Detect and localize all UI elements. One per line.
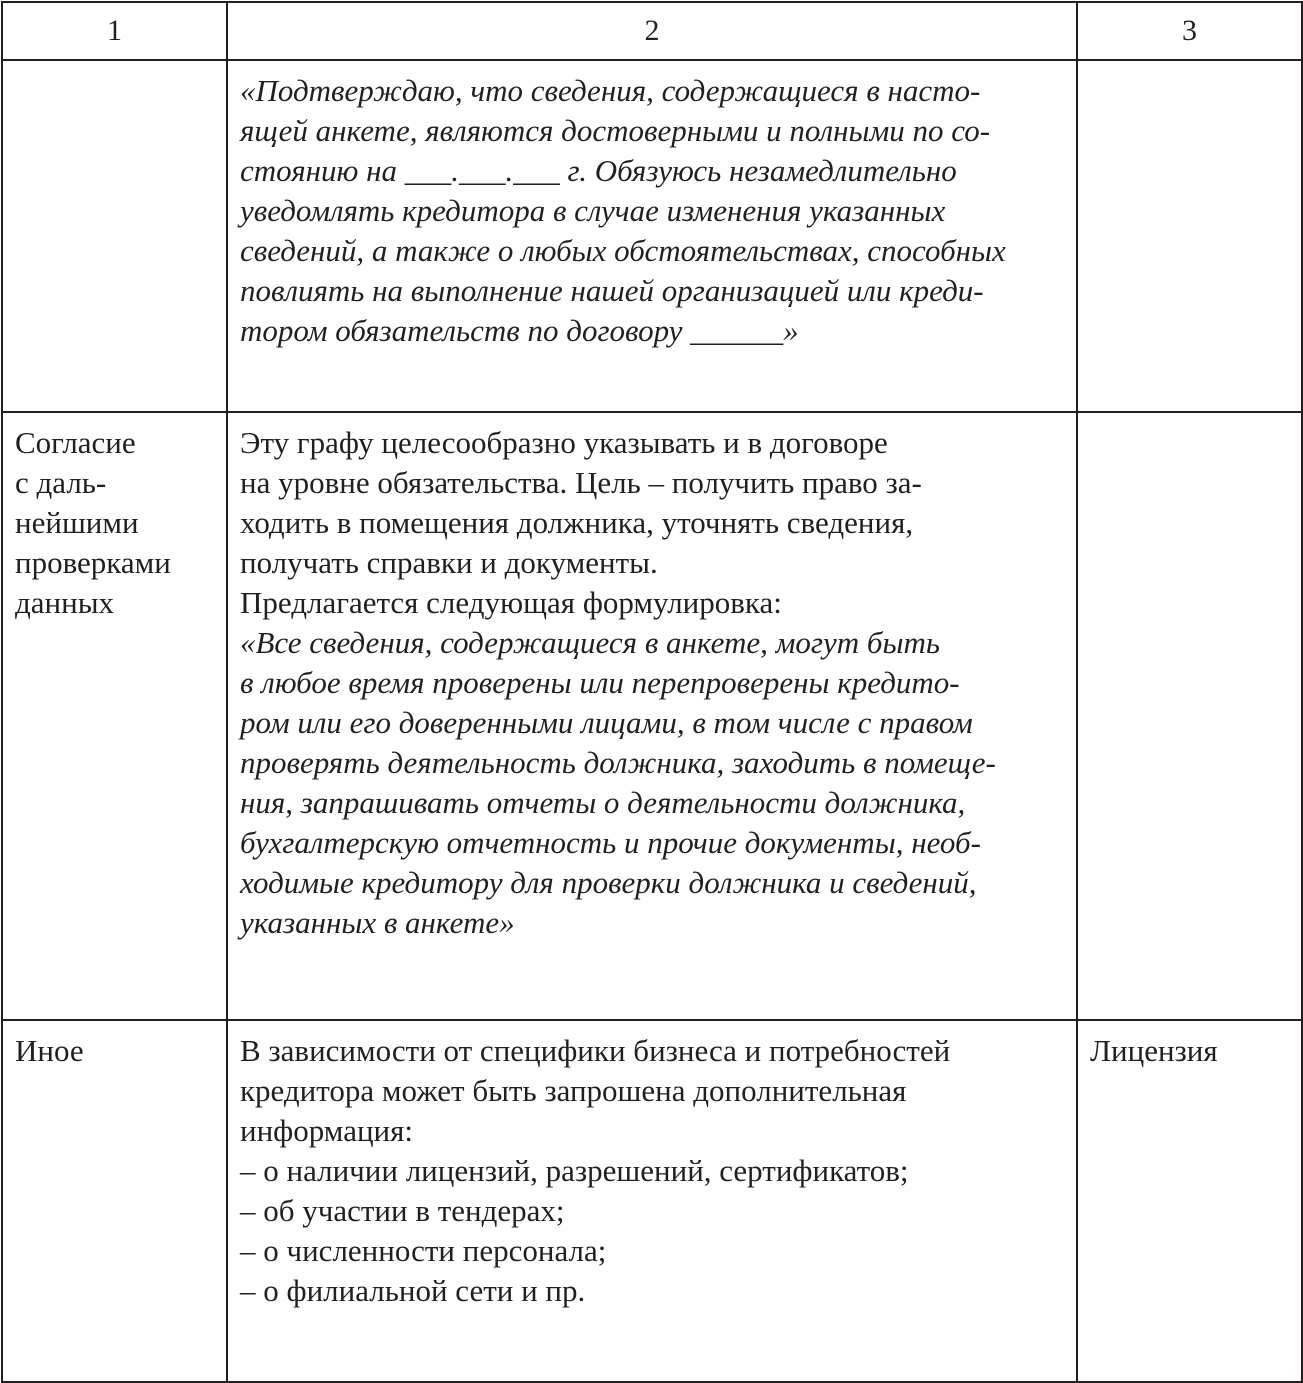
row3-col3-cell bbox=[1077, 1020, 1302, 1382]
text-line: с даль- bbox=[15, 465, 107, 500]
text-line: в любое время проверены или перепроверены кредито- bbox=[240, 665, 960, 700]
text-line: стоянию на ___.___.___ г. Обязуюсь незамедлительно bbox=[240, 153, 957, 188]
confirmation-statement bbox=[240, 71, 1066, 351]
text-line: – о наличии лицензий, разрешений, сертификатов; bbox=[240, 1153, 909, 1188]
consent-explanation bbox=[240, 423, 1066, 623]
header-col-3: 3 bbox=[1077, 2, 1302, 60]
row2-col1-cell bbox=[2, 412, 227, 1020]
table-row bbox=[2, 412, 1302, 1020]
text-line: – о филиальной сети и пр. bbox=[240, 1273, 586, 1308]
row3-col1-cell bbox=[2, 1020, 227, 1382]
other-example bbox=[1090, 1031, 1291, 1071]
text-line: проверять деятельность должника, заходить в помеще- bbox=[240, 745, 996, 780]
text-line: бухгалтерскую отчетность и прочие документы, необ- bbox=[240, 825, 981, 860]
other-explanation bbox=[240, 1031, 1066, 1311]
text-line: ния, запрашивать отчеты о деятельности должника, bbox=[240, 785, 966, 820]
text-line: тором обязательств по договору ______» bbox=[240, 313, 799, 348]
text-line: указанных в анкете» bbox=[240, 905, 515, 940]
table-row bbox=[2, 1020, 1302, 1382]
row1-col1-cell bbox=[2, 60, 227, 412]
text-line: «Подтверждаю, что сведения, содержащиеся в насто- bbox=[240, 73, 981, 108]
header-col-2: 2 bbox=[227, 2, 1077, 60]
questionnaire-table bbox=[1, 1, 1303, 1383]
text-line: ящей анкете, являются достоверными и полными по со- bbox=[240, 113, 991, 148]
text-line: сведений, а также о любых обстоятельствах, способных bbox=[240, 233, 1006, 268]
row2-col3-cell bbox=[1077, 412, 1302, 1020]
text-line: – об участии в тендерах; bbox=[240, 1193, 565, 1228]
table-header-row bbox=[2, 2, 1302, 60]
text-line: В зависимости от специфики бизнеса и потребностей bbox=[240, 1033, 951, 1068]
text-line: «Все сведения, содержащиеся в анкете, могут быть bbox=[240, 625, 940, 660]
text-line: ходить в помещения должника, уточнять сведения, bbox=[240, 505, 914, 540]
text-line: кредитора может быть запрошена дополнительная bbox=[240, 1073, 907, 1108]
text-line: Лицензия bbox=[1090, 1033, 1218, 1068]
text-line: проверками bbox=[15, 545, 171, 580]
text-line: Предлагается следующая формулировка: bbox=[240, 585, 782, 620]
row1-col2-cell bbox=[227, 60, 1077, 412]
text-line: нейшими bbox=[15, 505, 139, 540]
text-line: – о численности персонала; bbox=[240, 1233, 607, 1268]
table-row bbox=[2, 60, 1302, 412]
document-table-container bbox=[1, 1, 1301, 1349]
row3-col2-cell bbox=[227, 1020, 1077, 1382]
consent-wording bbox=[240, 623, 1066, 943]
row2-col2-cell bbox=[227, 412, 1077, 1020]
text-line: на уровне обязательства. Цель – получить право за- bbox=[240, 465, 922, 500]
text-line: ром или его доверенными лицами, в том числе с правом bbox=[240, 705, 973, 740]
text-line: Эту графу целесообразно указывать и в договоре bbox=[240, 425, 888, 460]
text-line: информация: bbox=[240, 1113, 414, 1148]
row1-col3-cell bbox=[1077, 60, 1302, 412]
header-col-1: 1 bbox=[2, 2, 227, 60]
consent-label bbox=[15, 423, 216, 623]
text-line: получать справки и документы. bbox=[240, 545, 658, 580]
text-line: Согласие bbox=[15, 425, 136, 460]
text-line: повлиять на выполнение нашей организацией или креди- bbox=[240, 273, 984, 308]
text-line: Иное bbox=[15, 1033, 84, 1068]
other-label bbox=[15, 1031, 216, 1071]
text-line: ходимые кредитору для проверки должника и сведений, bbox=[240, 865, 977, 900]
text-line: данных bbox=[15, 585, 115, 620]
text-line: уведомлять кредитора в случае изменения указанных bbox=[240, 193, 946, 228]
